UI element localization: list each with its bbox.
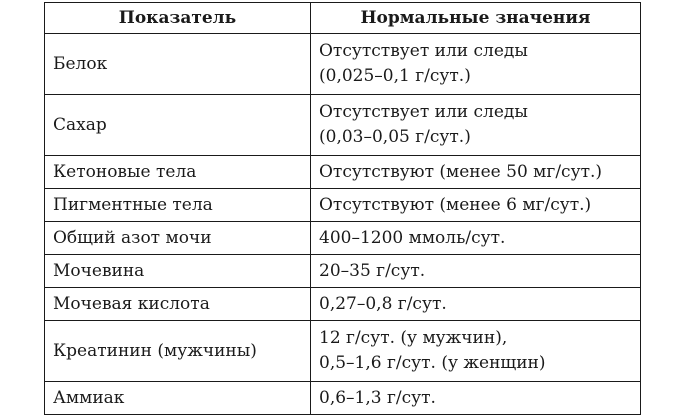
value-line: Отсутствует или следы (319, 102, 528, 122)
value-line: Отсутствуют (менее 50 мг/сут.) (319, 161, 603, 182)
table-row (45, 189, 641, 222)
value-line: 20–35 г/сут. (319, 260, 426, 281)
row-value (311, 288, 641, 321)
norms-table (44, 2, 641, 415)
table-row (45, 255, 641, 288)
row-indicator: Мочевина (45, 255, 311, 288)
table-row (45, 288, 641, 321)
table-row (45, 95, 641, 156)
value-line: (0,03–0,05 г/сут.) (319, 127, 471, 147)
row-value (311, 321, 641, 382)
row-value (311, 189, 641, 222)
row-indicator: Аммиак (45, 382, 311, 415)
row-value (311, 34, 641, 95)
value-line: 0,5–1,6 г/сут. (у женщин) (319, 353, 546, 373)
header-normal-values: Нормальные значения (311, 3, 641, 34)
row-value (311, 382, 641, 415)
value-line: 12 г/сут. (у мужчин), (319, 328, 508, 348)
value-line: 400–1200 ммоль/сут. (319, 227, 506, 248)
value-line: 0,6–1,3 г/сут. (319, 387, 436, 408)
table-row (45, 34, 641, 95)
value-line: Отсутствуют (менее 6 мг/сут.) (319, 194, 592, 215)
value-line: Отсутствует или следы (319, 41, 528, 61)
value-line: (0,025–0,1 г/сут.) (319, 66, 471, 86)
table-row (45, 222, 641, 255)
value-line: 0,27–0,8 г/сут. (319, 293, 447, 314)
row-value (311, 255, 641, 288)
row-indicator: Белок (45, 34, 311, 95)
table-row (45, 382, 641, 415)
row-indicator: Пигментные тела (45, 189, 311, 222)
table-row (45, 321, 641, 382)
row-indicator: Креатинин (мужчины) (45, 321, 311, 382)
row-indicator: Мочевая кислота (45, 288, 311, 321)
header-row (45, 3, 641, 34)
table-row (45, 156, 641, 189)
header-indicator: Показатель (45, 3, 311, 34)
row-value (311, 222, 641, 255)
row-indicator: Общий азот мочи (45, 222, 311, 255)
row-indicator: Кетоновые тела (45, 156, 311, 189)
row-indicator: Сахар (45, 95, 311, 156)
row-value (311, 156, 641, 189)
row-value (311, 95, 641, 156)
